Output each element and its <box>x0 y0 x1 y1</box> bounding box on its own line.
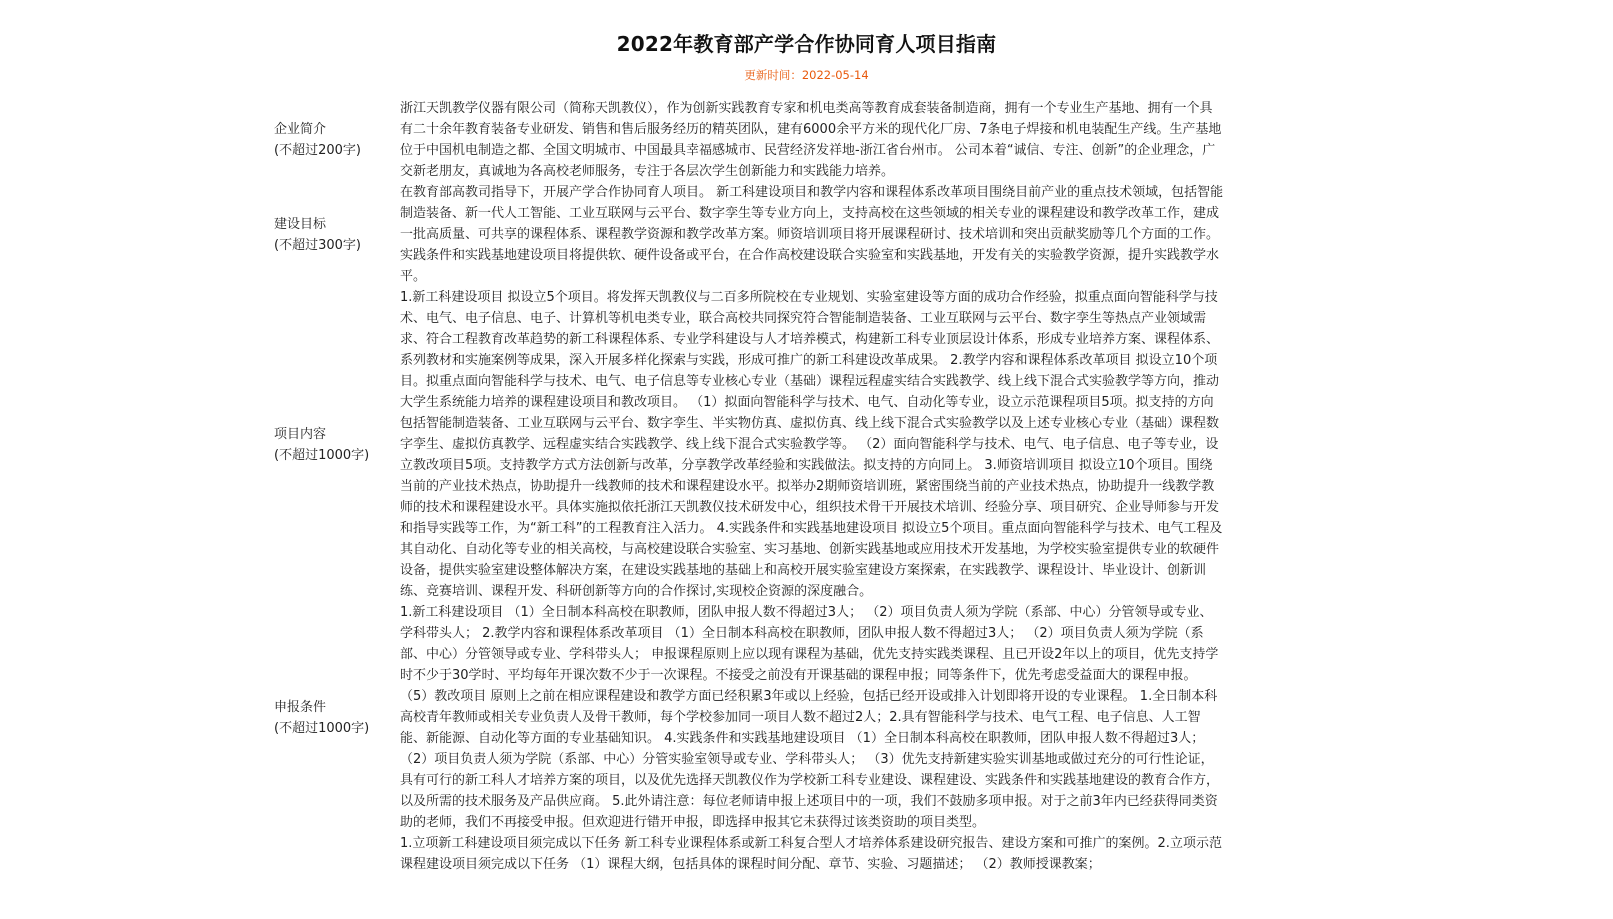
row-limit: (不超过300字) <box>274 237 361 253</box>
page-title: 2022年教育部产学合作协同育人项目指南 <box>616 32 997 56</box>
table-row-project-content <box>274 287 1224 602</box>
row-label: 建设目标 <box>274 216 327 232</box>
row-limit: (不超过200字) <box>274 143 361 158</box>
row-label-cell <box>274 214 400 256</box>
table-row-application-conditions <box>274 602 1224 833</box>
table-row-build-goal <box>274 182 1224 287</box>
update-time: 更新时间：2022-05-14 <box>744 68 869 82</box>
row-label-cell <box>274 424 400 466</box>
row-content: 浙江天凯教学仪器有限公司（简称天凯教仪），作为创新实践教育专家和机电类高等教育成套装备制造商，拥有一个专业生产基地、拥有一个具有二十余年教育装备专业研发、销售和售后服务经历的精英团队，建有6000余平方米的现代化厂房、7条电子焊接和机电装配生产线。生产基地位于中国机电制造之都、全国文明城市、中国最具幸福感城市、民营经济发祥地-浙江省台州市。 公司本着“诚信、专注、创新”的企业理念，广交新老朋友，真诚地为各高校老师服务，专注于各层次学生创新能力和实践能力培养。 <box>400 101 1222 179</box>
project-guide-table <box>274 98 1224 875</box>
row-content: 1.立项新工科建设项目须完成以下任务 新工科专业课程体系或新工科复合型人才培养体系建设研究报告、建设方案和可推广的案例。2.立项示范课程建设项目须完成以下任务 （1）课程大纲，包括具体的课程时间分配、章节、实验、习题描述； （2）教师授课教案； <box>400 836 1222 872</box>
table-row-company-intro <box>274 98 1224 182</box>
row-content: 在教育部高教司指导下，开展产学合作协同育人项目。 新工科建设项目和教学内容和课程体系改革项目围绕目前产业的重点技术领域，包括智能制造装备、新一代人工智能、工业互联网与云平台、数字孪生等专业方向上，支持高校在这些领域的相关专业的课程建设和教学改革工作，建成一批高质量、可共享的课程体系、课程教学资源和教学改革方案。师资培训项目将开展课程研讨、技术培训和突出贡献奖励等几个方面的工作。实践条件和实践基地建设项目将提供软、硬件设备或平台，在合作高校建设联合实验室和实践基地，开发有关的实验教学资源，提升实践教学水平。 <box>400 185 1224 284</box>
row-content: 1.新工科建设项目 （1）全日制本科高校在职教师，团队申报人数不得超过3人； （2）项目负责人须为学院（系部、中心）分管领导或专业、学科带头人； 2.教学内容和课程体系改革项目 （1）全日制本科高校在职教师，团队申报人数不得超过3人； （2）项目负责人须为学院（系部、中心）分管领导或专业、学科带头人； 申报课程原则上应以现有课程为基础，优先支持实践类课程、且已开设2年以上的项目，优先支持学时不少于30学时、平均每年开课次数不少于一次课程。不接受之前没有开课基础的课程申报；同等条件下，优先考虑受益面大的课程申报。 （5）教改项目 原则上之前在相应课程建设和教学方面已经积累3年或以上经验，包括已经开设或排入计划即将开设的专业课程。 1.全日制本科高校青年教师或相关专业负责人及骨干教师，每个学校参加同一项目人数不超过2人；2.具有智能科学与技术、电气工程、电子信息、人工智能、新能源、自动化等方面的专业基础知识。 4.实践条件和实践基地建设项目 （1）全日制本科高校在职教师，团队申报人数不得超过3人； （2）项目负责人须为学院（系部、中心）分管实验室领导或专业、学科带头人； （3）优先支持新建实验实训基地或做过充分的可行性论证，具有可行的新工科人才培养方案的项目，以及优先选择天凯教仪作为学校新工科专业建设、课程建设、实践条件和实践基地建设的教育合作方，以及所需的技术服务及产品供应商。 5.此外请注意：每位老师请申报上述项目中的一项，我们不鼓励多项申报。对于之前3年内已经获得同类资助的老师，我们不再接受申报。但欢迎进行错开申报，即选择申报其它未获得过该类资助的项目类型。 <box>400 605 1220 830</box>
row-limit: (不超过1000字) <box>274 447 370 463</box>
row-limit: (不超过1000字) <box>274 720 370 736</box>
row-label: 企业简介 <box>274 122 327 137</box>
row-label-cell <box>274 119 400 161</box>
row-label: 申报条件 <box>274 699 327 715</box>
row-content: 1.新工科建设项目 拟设立5个项目。将发挥天凯教仪与二百多所院校在专业规划、实验室建设等方面的成功合作经验，拟重点面向智能科学与技术、电气、电子信息、电子、计算机等机电类专业，联合高校共同探究符合智能制造装备、工业互联网与云平台、数字孪生等热点产业领域需求、符合工程教育改革趋势的新工科课程体系、专业学科建设与人才培养模式，构建新工科专业顶层设计体系，形成专业培养方案、课程体系、系列教材和实施案例等成果，深入开展多样化探索与实践，形成可推广的新工科建设改革成果。 2.教学内容和课程体系改革项目 拟设立10个项目。拟重点面向智能科学与技术、电气、电子信息等专业核心专业（基础）课程远程虚实结合实践教学、线上线下混合式实验教学等方向，推动大学生系统能力培养的课程建设项目和教改项目。 （1）拟面向智能科学与技术、电气、自动化等专业，设立示范课程项目5项。拟支持的方向包括智能制造装备、工业互联网与云平台、数字孪生、半实物仿真、虚拟仿真、线上线下混合式实验教学以及上述专业核心专业（基础）课程数字孪生、虚拟仿真教学、远程虚实结合实践教学、线上线下混合式实验教学等。 （2）面向智能科学与技术、电气、电子信息、电子等专业，设立教改项目5项。支持教学方式方法创新与改革，分享教学改革经验和实践做法。拟支持的方向同上。 3.师资培训项目 拟设立10个项目。围绕当前的产业技术热点，协助提升一线教师的技术和课程建设水平。拟举办2期师资培训班，紧密围绕当前的产业技术热点，协助提升一线教学教师的技术和课程建设水平。具体实施拟依托浙江天凯教仪技术研发中心，组织技术骨干开展技术培训、经验分享、项目研究、企业导师参与开发和指导实践等工作，为“新工科”的工程教育注入活力。 4.实践条件和实践基地建设项目 拟设立5个项目。重点面向智能科学与技术、电气工程及其自动化、自动化等专业的相关高校，与高校建设联合实验室、实习基地、创新实践基地或应用技术开发基地，为学校实验室提供专业的软硬件设备，提供实验室建设整体解决方案，在建设实践基地的基础上和高校开展实验室建设方案探索，在实践教学、课程设计、毕业设计、创新训练、竞赛培训、课程开发、科研创新等方向的合作探讨,实现校企资源的深度融合。 <box>400 290 1223 599</box>
row-label-cell <box>274 697 400 739</box>
table-row-tasks <box>274 833 1224 875</box>
row-label: 项目内容 <box>274 426 327 442</box>
